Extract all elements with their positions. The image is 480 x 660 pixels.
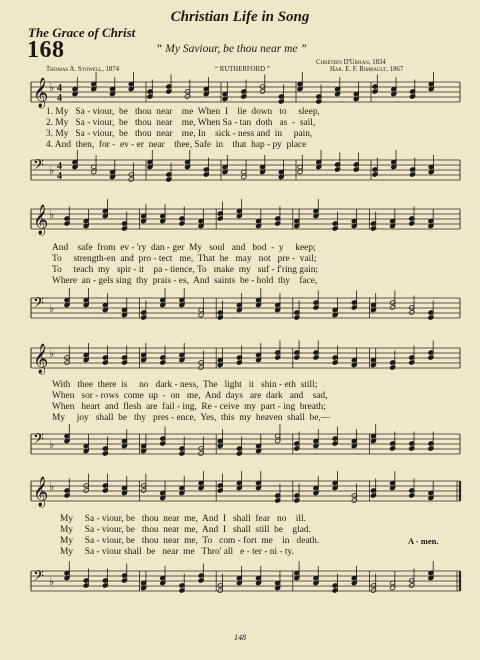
hymn-number: 168 [27, 37, 65, 63]
treble-clef-icon: 𝄞 [33, 477, 49, 507]
lyric-line: My joy shall be thy pres - ence, Yes, this my heaven shall be,— [52, 413, 331, 423]
lyric-line: And safe from ev - 'ry dan - ger My soul and bod - y keep; [52, 243, 316, 253]
flat-icon: ♭ [49, 480, 55, 493]
treble-staff-2 [0, 203, 480, 243]
lyric-line: With thee there is no dark - ness, The light it shin - eth still; [52, 380, 318, 390]
flat-icon: ♭ [49, 438, 55, 451]
flat-icon: ♭ [49, 302, 55, 315]
flat-icon: ♭ [49, 347, 55, 360]
lyric-line: My Sa - viour, be thou near me, To com - fort me in death. [60, 536, 320, 546]
lyric-line: To teach my spir - it pa - tience, To make my suf - f'ring gain; [52, 265, 319, 275]
treble-staff-3 [0, 342, 480, 382]
lyric-line: To strength-en and pro - tect me, That he may not pre - vail; [52, 254, 317, 264]
hymn-first-line: “ My Saviour, be thou near me ” [156, 43, 307, 55]
lyric-line: When sor - rows come up - on me, And days are dark and sad, [52, 391, 328, 401]
bass-clef-icon: 𝄢 [33, 157, 44, 177]
lyric-line: 3. My Sa - viour, be thou near me, In sick - ness and in pain, [46, 129, 313, 139]
lyric-line: My Sa - viour, be thou near me, And I shall still be glad. [60, 525, 311, 535]
page-number: 148 [234, 633, 246, 642]
section-title: The Grace of Christ [28, 25, 136, 40]
arranger-credit: Har. E. F. Rimbault, 1867 [330, 66, 404, 73]
lyric-line: My Sa - viour, be thou near me, And I shall fear no ill. [60, 514, 306, 524]
treble-clef-icon: 𝄞 [33, 78, 49, 108]
treble-clef-icon: 𝄞 [33, 205, 49, 235]
bass-clef-icon: 𝄢 [33, 431, 44, 451]
lyric-line: My Sa - viour shall be near me Thro' all e - ter - ni - ty. [60, 547, 294, 557]
running-head: Christian Life in Song [170, 9, 310, 25]
bass-staff-1 [0, 154, 480, 194]
lyric-line: 2. My Sa - viour, be thou near me, When Sa - tan doth as - sail, [46, 118, 316, 128]
svg-text:4: 4 [57, 83, 62, 94]
svg-text:4: 4 [57, 93, 62, 104]
treble-staff-4 [0, 475, 480, 515]
flat-icon: ♭ [49, 81, 55, 94]
bass-staff-2 [0, 292, 480, 332]
treble-clef-icon: 𝄞 [33, 344, 49, 374]
bass-staff-3 [0, 428, 480, 468]
lyric-line: Where an - gels sing thy prais - es, And saints be - hold thy face, [52, 276, 318, 286]
author-credit: Chrétien D'Urhan, 1834 [316, 59, 386, 66]
composer-credit: Thomas A. Stowell, 1874 [46, 66, 120, 73]
bass-clef-icon: 𝄢 [33, 568, 44, 588]
lyric-line: 4. And then, for - ev - er near thee, Safe in that hap - py place [46, 140, 307, 150]
flat-icon: ♭ [49, 164, 55, 177]
tune-name: “ RUTHERFORD ” [215, 66, 270, 73]
svg-text:4: 4 [57, 161, 62, 172]
bass-staff-4 [0, 565, 480, 605]
amen-label: A - men. [408, 536, 439, 546]
flat-icon: ♭ [49, 208, 55, 221]
lyric-line: When heart and flesh are fail - ing, Re - ceive my part - ing breath; [52, 402, 326, 412]
flat-icon: ♭ [49, 575, 55, 588]
lyric-line: 1. My Sa - viour, be thou near me When I lie down to sleep, [46, 107, 320, 117]
svg-text:4: 4 [57, 171, 62, 182]
bass-clef-icon: 𝄢 [33, 295, 44, 315]
